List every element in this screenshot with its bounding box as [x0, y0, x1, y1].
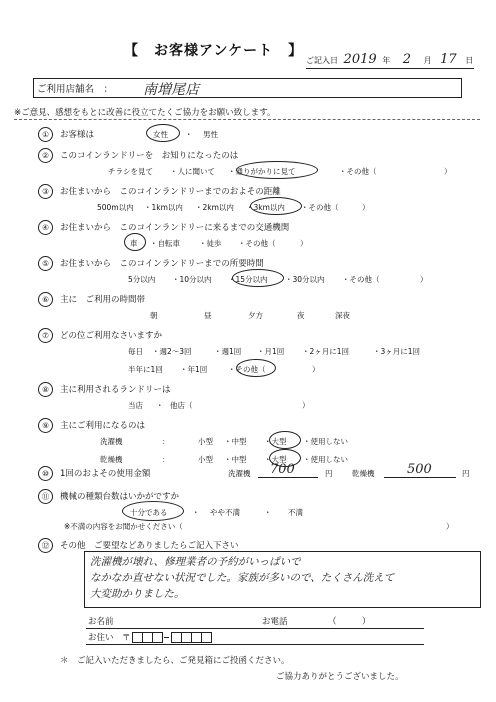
- q7-other-close: ）: [312, 365, 320, 374]
- q11-note: ※不満の内容をお聞かせください（: [64, 522, 183, 531]
- q8-option-other-store[interactable]: 他店（: [170, 401, 193, 410]
- q7-option-monthly[interactable]: ・月1回: [257, 347, 285, 356]
- date-year[interactable]: 2019: [343, 52, 377, 67]
- footer-thanks: ご協力ありがとうございました。: [276, 672, 404, 682]
- q6-option-noon[interactable]: 昼: [204, 311, 212, 320]
- name-label: お名前: [88, 617, 114, 627]
- q5-option-other[interactable]: ・その他（: [342, 275, 380, 284]
- q3-option-2km[interactable]: ・2km以内: [195, 203, 234, 212]
- q4-number: ④: [38, 220, 53, 235]
- q8-sep: ・: [156, 401, 164, 410]
- intro-divider: [14, 119, 480, 120]
- q10-text: 1回のおよその使用金額: [60, 469, 151, 479]
- q11-option-somewhat[interactable]: やや不満: [210, 508, 240, 517]
- q6-option-morning[interactable]: 朝: [150, 311, 158, 320]
- q4-option-car[interactable]: 車: [130, 239, 138, 248]
- q2-number: ②: [38, 148, 53, 163]
- q8-other-close: ）: [302, 401, 310, 410]
- q2-option-word[interactable]: ・人に聞いて: [170, 167, 215, 176]
- q7-number: ⑦: [38, 328, 53, 343]
- q3-option-other[interactable]: ・その他（: [301, 203, 339, 212]
- phone-label: お電話: [262, 617, 288, 627]
- q9-dryer-none[interactable]: ・使用しない: [303, 455, 348, 464]
- q5-option-15min[interactable]: ・15分以内: [228, 275, 268, 284]
- q12-number: ⑫: [38, 538, 53, 553]
- entry-date: [306, 52, 473, 67]
- q10-washer-underline: [258, 477, 318, 478]
- store-label: ご利用店舗名 ：: [37, 84, 114, 95]
- q6-text: 主に ご利用の時間帯: [60, 295, 146, 305]
- q3-answer-circle: [250, 197, 302, 215]
- date-day-unit: 日: [465, 56, 474, 65]
- q3-other-close: ）: [362, 203, 370, 212]
- q9-dryer-small[interactable]: 小型: [198, 455, 213, 464]
- q5-option-10min[interactable]: ・10分以内: [172, 275, 212, 284]
- q9-text: 主にご利用になるのは: [60, 421, 146, 431]
- q1-option-male[interactable]: 男性: [203, 130, 218, 139]
- q8-number: ⑧: [38, 382, 53, 397]
- q11-sep-1: ・: [192, 508, 200, 517]
- q11-option-unsatisfied[interactable]: 不満: [288, 508, 303, 517]
- postal-dash: [164, 637, 169, 638]
- postal-box-7[interactable]: [201, 632, 212, 643]
- intro-text: ※ご意見、感想をもとに改善に役立てたくご協力をお願い致します。: [14, 108, 276, 118]
- q10-washer-value[interactable]: 700: [270, 462, 295, 477]
- q7-option-3month[interactable]: ・3ヶ月に1回: [373, 347, 421, 356]
- q10-number: ⑩: [38, 466, 53, 481]
- q10-yen-2: 円: [462, 469, 470, 478]
- q12-text: その他 ご要望などありましたらご記入下さい: [60, 541, 239, 551]
- q2-option-other[interactable]: ・その他（: [339, 167, 377, 176]
- contact-name-row: [86, 612, 424, 629]
- date-underline: [306, 68, 474, 69]
- q11-option-sufficient[interactable]: 十分である: [130, 508, 168, 517]
- q1-answer-circle: [146, 124, 180, 142]
- q5-option-5min[interactable]: 5分以内: [128, 275, 156, 284]
- q10-washer-label: 洗濯機: [228, 469, 251, 478]
- date-day[interactable]: 17: [440, 52, 457, 67]
- date-month[interactable]: 2: [402, 52, 412, 67]
- remarks-line-3: 大変助かりました。: [90, 588, 185, 600]
- page-title: 【 お客様アンケート 】: [124, 43, 304, 59]
- q5-answer-circle: [232, 269, 284, 287]
- q1-option-female[interactable]: 女性: [153, 130, 168, 139]
- q11-answer-circle: [122, 501, 184, 521]
- q9-washer-medium[interactable]: ・中型: [224, 437, 247, 446]
- remarks-line-1: 洗濯機が壊れ、修理業者の予約がいっぱいで: [90, 556, 301, 568]
- q9-washer-large[interactable]: ・大型: [264, 437, 287, 446]
- address-label: お住い: [88, 633, 114, 643]
- date-month-unit: 月: [423, 56, 432, 65]
- q9-number: ⑨: [38, 418, 53, 433]
- q7-text: どの位ご利用なさいますか: [60, 331, 163, 341]
- q4-answer-circle: [124, 233, 146, 251]
- q7-option-weekly[interactable]: ・週1回: [214, 347, 242, 356]
- q1-number: ①: [38, 127, 53, 142]
- q9-washer-small[interactable]: 小型: [198, 437, 213, 446]
- q2-other-close: ）: [444, 167, 452, 176]
- q9-washer-label: 洗濯機: [100, 437, 123, 446]
- phone-parens[interactable]: （ ）: [328, 617, 371, 627]
- q7-option-halfyear[interactable]: 半年に1回: [128, 365, 163, 374]
- q10-yen-1: 円: [325, 469, 333, 478]
- q6-option-late-night[interactable]: 深夜: [335, 311, 350, 320]
- store-name[interactable]: 南増尾店: [143, 82, 199, 98]
- q10-dryer-value[interactable]: 500: [407, 462, 432, 477]
- q6-option-evening[interactable]: 夕方: [248, 311, 263, 320]
- q7-answer-circle: [236, 359, 276, 377]
- q6-option-night[interactable]: 夜: [297, 311, 305, 320]
- q2-answer-circle: [236, 161, 318, 179]
- date-label: ご記入日: [306, 56, 338, 65]
- postal-mark: 〒: [122, 633, 131, 643]
- q8-option-this-store[interactable]: 当店: [128, 401, 143, 410]
- q1-text: お客様は: [60, 130, 95, 140]
- remarks-line-2: なかなか直せない状況でした。家族が多いので、たくさん洗えて: [90, 572, 395, 584]
- q11-note-close: ）: [446, 522, 454, 531]
- q9-dryer-label: 乾燥機: [100, 455, 123, 464]
- q4-text: お住まいから このコインランドリーに来るまでの交通機関: [60, 223, 290, 233]
- q3-option-500m[interactable]: 500m以内: [97, 203, 134, 212]
- q7-option-other[interactable]: ・その他（: [228, 365, 266, 374]
- q9-washer-none[interactable]: ・使用しない: [303, 437, 348, 446]
- footer-instruction: ＊ ご記入いただきましたら、ご発見箱にご投函ください。: [60, 656, 290, 666]
- q4-option-walk[interactable]: ・徒歩: [199, 239, 222, 248]
- q11-text: 機械の種類台数はいかがですか: [60, 492, 180, 502]
- q4-option-bicycle[interactable]: ・自転車: [150, 239, 180, 248]
- q1-sep: ・: [185, 130, 193, 139]
- q7-option-2month[interactable]: ・2ヶ月に1回: [302, 347, 350, 356]
- q2-option-passing[interactable]: ・通りがかりに見て: [228, 167, 296, 176]
- q9-dryer-medium[interactable]: ・中型: [224, 455, 247, 464]
- q2-option-flyer[interactable]: チラシを見て: [108, 167, 153, 176]
- q5-option-30min[interactable]: ・30分以内: [285, 275, 325, 284]
- q3-option-3km[interactable]: ・3km以内: [246, 203, 285, 212]
- postal-box-3[interactable]: [152, 632, 163, 643]
- q8-text: 主に利用されるランドリーは: [60, 385, 171, 395]
- q3-option-1km[interactable]: ・1km以内: [144, 203, 183, 212]
- q3-number: ③: [38, 184, 53, 199]
- date-year-unit: 年: [382, 56, 391, 65]
- q5-text: お住まいから このコインランドリーまでの所要時間: [60, 259, 264, 269]
- q9-dryer-large[interactable]: ・大型: [264, 455, 287, 464]
- q4-other-close: ）: [300, 239, 308, 248]
- q9-washer-answer-circle: [269, 431, 301, 449]
- q4-option-other[interactable]: ・その他（: [238, 239, 276, 248]
- q9-dryer-colon: ：: [162, 455, 170, 464]
- q2-text: このコインランドリーを お知りになったのは: [60, 151, 239, 161]
- q7-option-daily[interactable]: 毎日: [128, 347, 143, 356]
- q3-text: お住まいから このコインランドリーまでのおよその距離: [60, 187, 281, 197]
- q10-dryer-underline: [384, 477, 456, 478]
- q5-number: ⑤: [38, 256, 53, 271]
- q9-washer-colon: ：: [162, 437, 170, 446]
- q11-sep-2: ・: [264, 508, 272, 517]
- q5-other-close: ）: [420, 275, 428, 284]
- q7-option-2-3-week[interactable]: ・週2〜3回: [152, 347, 192, 356]
- q10-dryer-label: 乾燥機: [352, 469, 375, 478]
- q7-option-yearly[interactable]: ・年1回: [180, 365, 208, 374]
- q6-number: ⑥: [38, 292, 53, 307]
- q11-number: ⑪: [38, 489, 53, 504]
